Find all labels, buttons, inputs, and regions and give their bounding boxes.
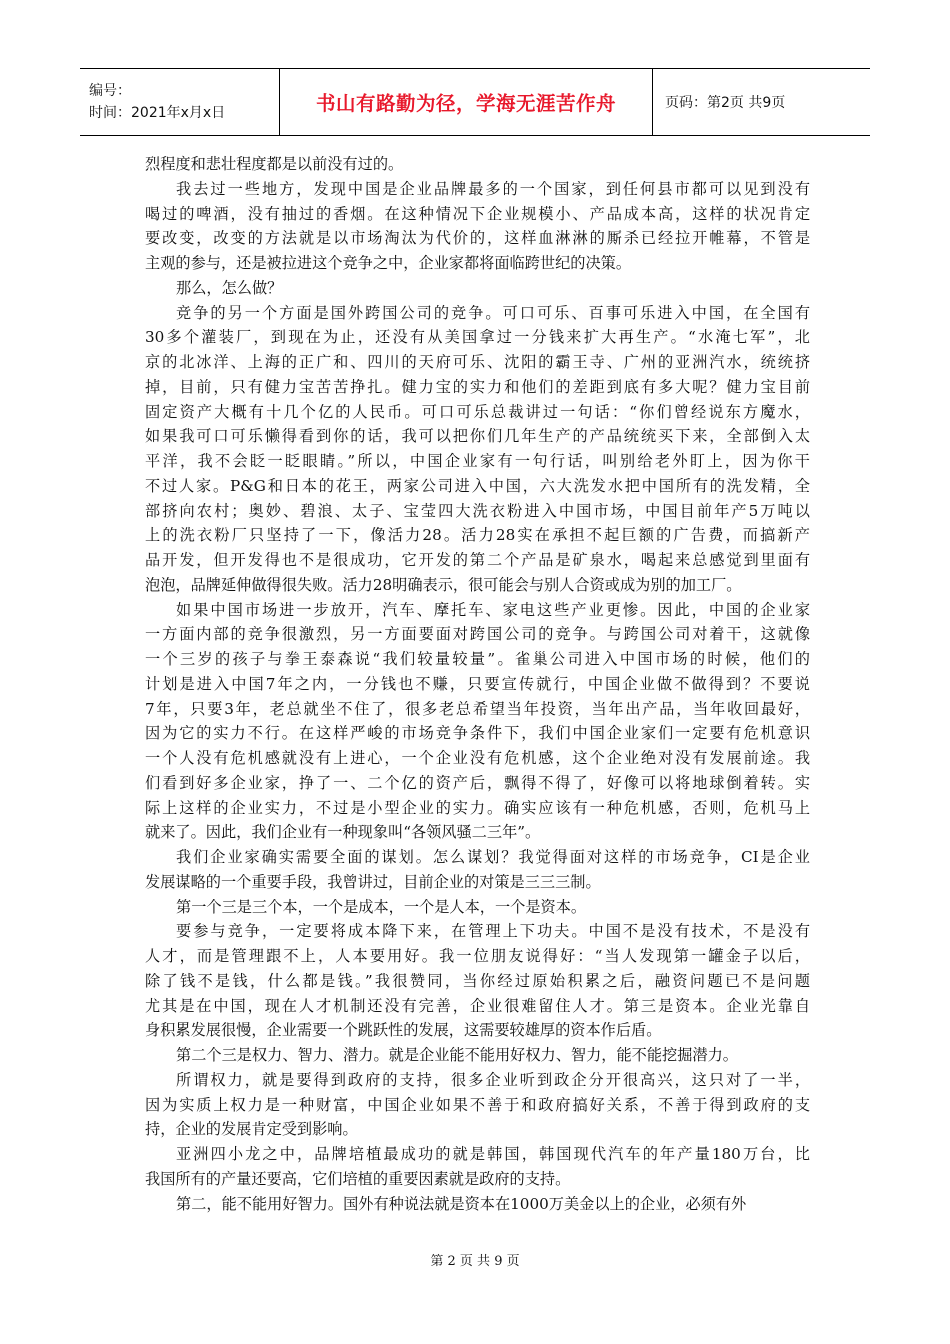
paragraph — [145, 177, 810, 276]
paragraph-line: 亚洲四小龙之中，品牌培植最成功的就是韩国，韩国现代汽车的年产量180万台，比 — [176, 1145, 810, 1163]
paragraph — [145, 845, 810, 895]
paragraph-line: 如果我可口可乐懒得看到你的话，我可以把你们几年生产的产品统统买下来，全部倒入太 — [145, 427, 810, 446]
paragraph-line: 30多个灌装厂，到现在为止，还没有从美国拿过一分钱来扩大再生产。“水淹七军”，北 — [145, 328, 810, 347]
paragraph-line: 一个三岁的孩子与拳王泰森说“我们较量较量”。雀巢公司进入中国市场的时候，他们的 — [145, 650, 810, 668]
paragraph — [145, 895, 810, 920]
paragraph-line: 一方面内部的竞争很激烈，另一方面要面对跨国公司的竞争。与跨国公司对着干，这就像 — [145, 625, 810, 644]
paragraph-line: 第一个三是三个本，一个是成本，一个是人本，一个是资本。 — [176, 897, 587, 916]
paragraph-line: 尤其是在中国，现在人才机制还没有完善，企业很难留住人才。第三是资本。企业光靠自 — [145, 996, 810, 1015]
paragraph — [145, 1142, 810, 1192]
paragraph — [145, 598, 810, 846]
paragraph-line: 持，企业的发展肯定受到影响。 — [145, 1120, 358, 1139]
paragraph — [145, 1192, 810, 1217]
paragraph-line: 人才，而是管理跟不上，人本要用好。我一位朋友说得好：“当人发现第一罐金子以后， — [145, 947, 810, 965]
paragraph-line: 竞争的另一个方面是国外跨国公司的竞争。可口可乐、百事可乐进入中国，在全国有 — [176, 303, 810, 322]
page-header — [80, 68, 870, 136]
paragraph-line: 际上这样的企业实力，不过是小型企业的实力。确实应该有一种危机感，否则，危机马上 — [145, 798, 810, 817]
paragraph-line: 我去过一些地方，发现中国是企业品牌最多的一个国家，到任何县市都可以见到没有 — [176, 179, 810, 198]
paragraph-line: 品开发，但开发得也不是很成功，它开发的第二个产品是矿泉水，喝起来总感觉到里面有 — [145, 551, 810, 569]
page-footer: 第 2 页 共 9 页 — [430, 1254, 520, 1269]
paragraph-line: 我国所有的产量还要高，它们培植的重要因素就是政府的支持。 — [145, 1169, 571, 1188]
paragraph-line: 主观的参与，还是被拉进这个竞争之中，企业家都将面临跨世纪的决策。 — [145, 254, 631, 272]
paragraph-line: 平洋，我不会眨一眨眼睛。”所以，中国企业家有一句行话，叫别给老外盯上，因为你干 — [145, 452, 810, 470]
paragraph-line: 喝过的啤酒，没有抽过的香烟。在这种情况下企业规模小、产品成本高，这样的状况肯定 — [145, 204, 810, 223]
paragraph-line: 一个人没有危机感就没有上进心，一个企业没有危机感，这个企业绝对没有发展前途。我 — [145, 749, 810, 767]
paragraph — [145, 919, 810, 1043]
paragraph-line: 要改变，改变的方法就是以市场淘汰为代价的，这样血淋淋的厮杀已经拉开帷幕，不管是 — [145, 229, 810, 248]
paragraph-line: 身积累发展很慢，企业需要一个跳跃性的发展，这需要较雄厚的资本作后盾。 — [145, 1021, 662, 1040]
document-number-label: 编号： — [89, 83, 131, 99]
paragraph-line: 烈程度和悲壮程度都是以前没有过的。 — [145, 155, 404, 173]
paragraph-line: 所谓权力，就是要得到政府的支持，很多企业听到政企分开很高兴，这只对了一半， — [176, 1070, 810, 1089]
paragraph-line: 要参与竞争，一定要将成本降下来，在管理上下功夫。中国不是没有技术，不是没有 — [176, 922, 810, 941]
header-meta — [80, 69, 280, 135]
paragraph-line: 就来了。因此，我们企业有一种现象叫“各领风骚二三年”。 — [145, 823, 541, 842]
paragraph-line: 计划是进入中国7年之内，一分钱也不赚，只要宣传就行，中国企业做不做得到？不要说 — [145, 674, 810, 693]
paragraph-line: 发展谋略的一个重要手段，我曾讲过，目前企业的对策是三三三制。 — [145, 872, 601, 891]
paragraph-line: 固定资产大概有十几个亿的人民币。可口可乐总裁讲过一句话：“你们曾经说东方魔水， — [145, 402, 810, 421]
paragraph-line: 部挤向农村；奥妙、碧浪、太子、宝莹四大洗衣粉进入中国市场，中国目前年产5万吨以 — [145, 501, 810, 520]
paragraph-line: 除了钱不是钱，什么都是钱。”我很赞同，当你经过原始积累之后，融资问题已不是问题 — [145, 971, 810, 990]
paragraph — [145, 301, 810, 598]
paragraph-line: 第二，能不能用好智力。国外有种说法就是资本在1000万美金以上的企业，必须有外 — [176, 1194, 747, 1213]
document-body — [145, 152, 810, 1216]
paragraph-line: 如果中国市场进一步放开，汽车、摩托车、家电这些产业更惨。因此，中国的企业家 — [176, 600, 810, 619]
document-time-label: 时间：2021年x月x日 — [89, 105, 226, 121]
paragraph — [145, 1043, 810, 1068]
header-page-info: 页码：第2页 共9页 — [665, 95, 786, 111]
paragraph-line: 那么，怎么做？ — [176, 278, 283, 297]
paragraph-line: 掉，目前，只有健力宝苦苦挣扎。健力宝的实力和他们的差距到底有多大呢？健力宝目前 — [145, 377, 810, 396]
paragraph — [145, 152, 810, 177]
paragraph — [145, 276, 810, 301]
paragraph-line: 不过人家。P&G和日本的花王，两家公司进入中国，六大洗发水把中国所有的洗发精，全 — [145, 476, 810, 495]
paragraph-line: 们看到好多企业家，挣了一、二个亿的资产后，飘得不得了，好像可以将地球倒着转。实 — [145, 773, 810, 792]
paragraph-line: 京的北冰洋、上海的正广和、四川的天府可乐、沈阳的霸王寺、广州的亚洲汽水，统统挤 — [145, 353, 810, 371]
paragraph-line: 第二个三是权力、智力、潜力。就是企业能不能用好权力、智力，能不能挖掘潜力。 — [176, 1046, 738, 1064]
paragraph — [145, 1068, 810, 1142]
header-motto: 书山有路勤为径，学海无涯苦作舟 — [280, 69, 653, 135]
paragraph-line: 因为它的实力不行。在这样严峻的市场竞争条件下，我们中国企业家们一定要有危机意识 — [145, 724, 810, 743]
paragraph-line: 泡泡，品牌延伸做得很失败。活力28明确表示，很可能会与别人合资或成为别的加工厂。 — [145, 575, 742, 594]
paragraph-line: 7年，只要3年，老总就坐不住了，很多老总希望当年投资，当年出产品，当年收回最好， — [145, 699, 810, 718]
paragraph-line: 上的洗衣粉厂只坚持了一下，像活力28。活力28实在承担不起巨额的广告费，而搞新产 — [145, 526, 810, 545]
paragraph-line: 我们企业家确实需要全面的谋划。怎么谋划？我觉得面对这样的市场竞争，CI是企业 — [176, 848, 810, 866]
paragraph-line: 因为实质上权力是一种财富，中国企业如果不善于和政府搞好关系，不善于得到政府的支 — [145, 1095, 810, 1114]
